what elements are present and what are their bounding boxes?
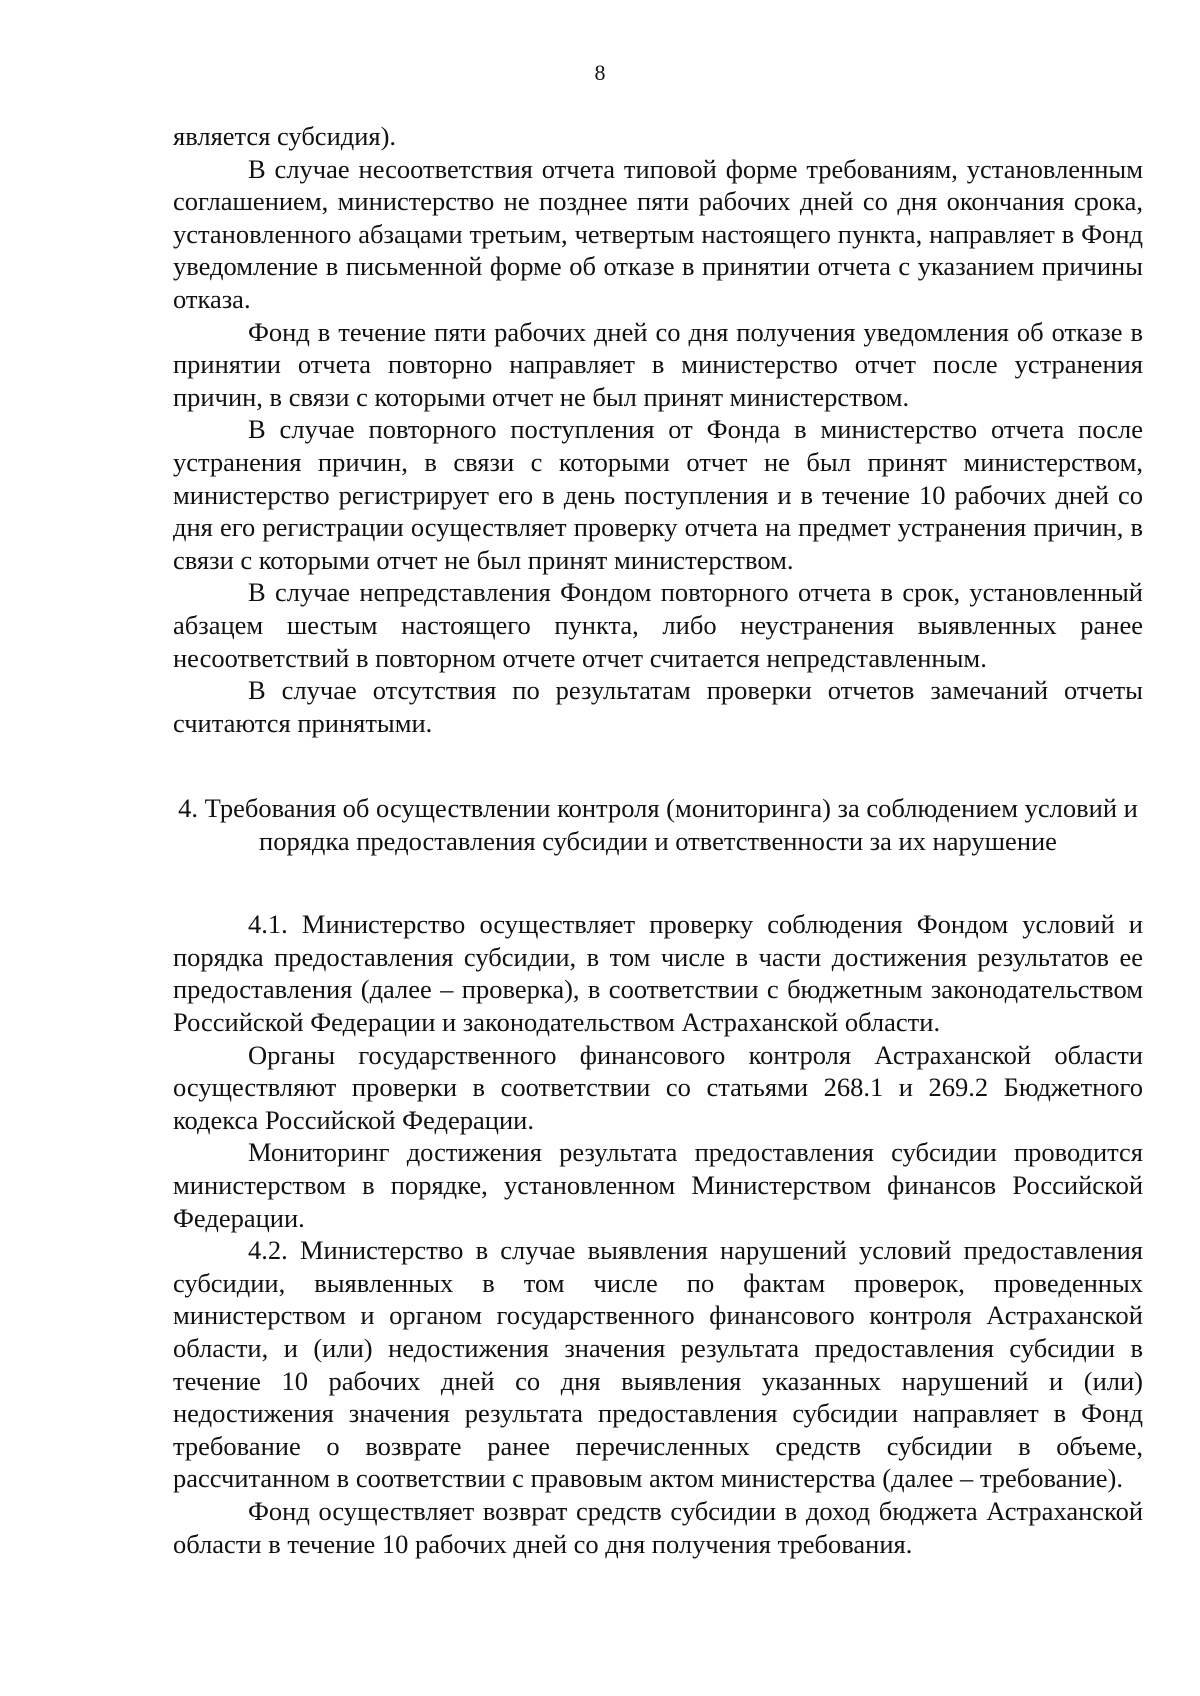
paragraph: Органы государственного финансового контроля Астраханской области осуществляют проверки в соответствии со статьями 268.1 и 269.2 Бюджетного кодекса Российской Федерации.: [173, 1039, 1143, 1135]
document-body: [173, 120, 1143, 1560]
paragraph: В случае непредставления Фондом повторного отчета в срок, установленный абзацем шестым настоящего пункта, либо неустранения выявленных ранее несоответствий в повторном отчете отчет считается непредставленным.: [173, 577, 1143, 673]
paragraph: В случае отсутствия по результатам проверки отчетов замечаний отчеты считаются принятыми.: [173, 675, 1143, 738]
paragraph: В случае несоответствия отчета типовой форме требованиям, установленным соглашением, министерство не позднее пяти рабочих дней со дня окончания срока, установленного абзацами третьим, четвертым настоящего пункта, направляет в Фонд уведомление в письменной форме об отказе в принятии отчета с указанием причины отказа.: [173, 153, 1143, 314]
paragraph: Мониторинг достижения результата предоставления субсидии проводится министерством в порядке, установленном Министерством финансов Российской Федерации.: [173, 1137, 1143, 1233]
paragraph: 4.1. Министерство осуществляет проверку соблюдения Фондом условий и порядка предоставления субсидии, в том числе в части достижения результатов ее предоставления (далее – проверка), в соответствии с бюджетным законодательством Российской Федерации и законодательством Астраханской области.: [173, 909, 1143, 1038]
page-number: 8: [594, 60, 606, 85]
paragraph: является субсидия).: [173, 121, 397, 151]
section-heading: 4. Требования об осуществлении контроля (мониторинга) за соблюдением условий и порядка предоставления субсидии и ответственности за их нарушение: [178, 793, 1138, 857]
paragraph: 4.2. Министерство в случае выявления нарушений условий предоставления субсидии, выявленных в том числе по фактам проверок, проведенных министерством и органом государственного финансового контроля Астраханской области, и (или) недостижения значения результата предоставления субсидии в течение 10 рабочих дней со дня выявления указанных нарушений и (или) недостижения значения результата предоставления субсидии направляет в Фонд требование о возврате ранее перечисленных средств субсидии в объеме, рассчитанном в соответствии с правовым актом министерства (далее – требование).: [173, 1235, 1143, 1494]
paragraph: Фонд осуществляет возврат средств субсидии в доход бюджета Астраханской области в течение 10 рабочих дней со дня получения требования.: [173, 1495, 1143, 1559]
paragraph: В случае повторного поступления от Фонда в министерство отчета после устранения причин, в связи с которыми отчет не был принят министерством, министерство регистрирует его в день поступления и в течение 10 рабочих дней со дня его регистрации осуществляет проверку отчета на предмет устранения причин, в связи с которыми отчет не был принят министерством.: [173, 414, 1143, 575]
paragraph: Фонд в течение пяти рабочих дней со дня получения уведомления об отказе в принятии отчета повторно направляет в министерство отчет после устранения причин, в связи с которыми отчет не был принят министерством.: [173, 316, 1143, 412]
